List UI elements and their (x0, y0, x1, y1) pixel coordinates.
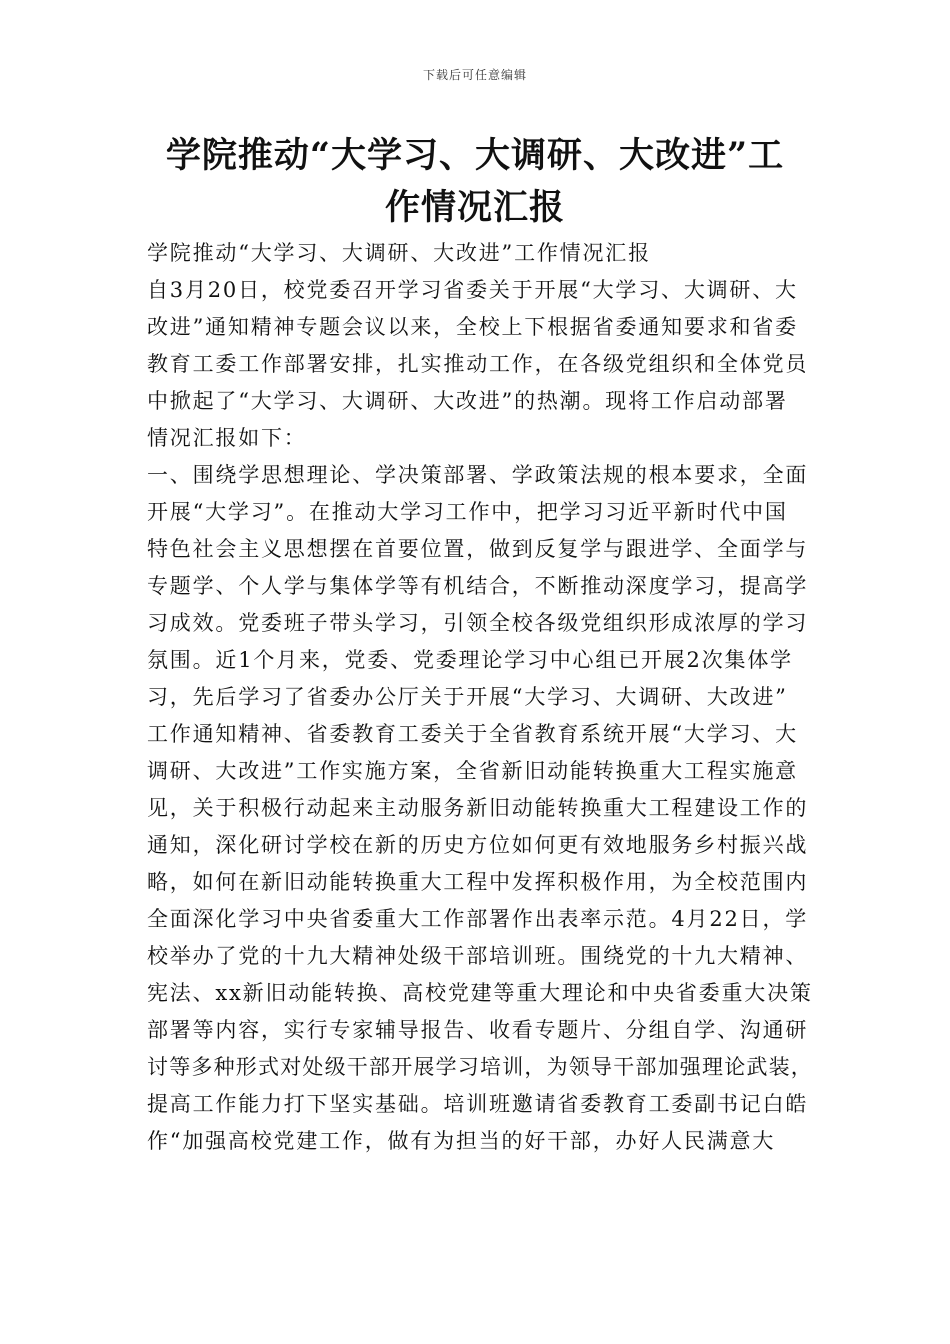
body-line: 特色社会主义思想摆在首要位置，做到反复学与跟进学、全面学与 (147, 537, 809, 561)
body-line: 部署等内容，实行专家辅导报告、收看专题片、分组自学、沟通研 (147, 1018, 809, 1042)
body-line: 一、围绕学思想理论、学决策部署、学政策法规的根本要求，全面 (147, 463, 809, 487)
body-line: 略，如何在新旧动能转换重大工程中发挥积极作用，为全校范围内 (147, 870, 809, 894)
body-line: 自3月20日，校党委召开学习省委关于开展“大学习、大调研、大 (147, 278, 798, 302)
body-text (147, 235, 817, 1160)
body-line: 习成效。党委班子带头学习，引领全校各级党组织形成浓厚的学习 (147, 611, 809, 635)
body-line: 校举办了党的十九大精神处级干部培训班。围绕党的十九大精神、 (147, 944, 809, 968)
body-line: 教育工委工作部署安排，扎实推动工作，在各级党组织和全体党员 (147, 352, 809, 376)
body-line: 情况汇报如下： (147, 426, 307, 450)
body-line: 宪法、xx新旧动能转换、高校党建等重大理论和中央省委重大决策 (147, 981, 813, 1005)
body-line: 通知，深化研讨学校在新的历史方位如何更有效地服务乡村振兴战 (147, 833, 809, 857)
body-line: 中掀起了“大学习、大调研、大改进”的热潮。现将工作启动部署 (147, 389, 788, 413)
body-line: 讨等多种形式对处级干部开展学习培训，为领导干部加强理论武装， (147, 1055, 813, 1079)
body-line: 学院推动“大学习、大调研、大改进”工作情况汇报 (147, 241, 651, 265)
document-title (140, 130, 810, 234)
body-line: 调研、大改进”工作实施方案，全省新旧动能转换重大工程实施意 (147, 759, 798, 783)
body-line: 工作通知精神、省委教育工委关于全省教育系统开展“大学习、大 (147, 722, 798, 746)
title-line: 学院推动“大学习、大调研、大改进”工 (165, 135, 785, 176)
body-line: 见，关于积极行动起来主动服务新旧动能转换重大工程建设工作的 (147, 796, 809, 820)
body-line: 提高工作能力打下坚实基础。培训班邀请省委教育工委副书记白皓 (147, 1092, 809, 1116)
body-line: 全面深化学习中央省委重大工作部署作出表率示范。4月22日，学 (147, 907, 809, 931)
body-line: 作“加强高校党建工作，做有为担当的好干部，办好人民满意大 (147, 1129, 776, 1153)
body-line: 专题学、个人学与集体学等有机结合，不断推动深度学习，提高学 (147, 574, 809, 598)
body-line: 改进”通知精神专题会议以来，全校上下根据省委通知要求和省委 (147, 315, 798, 339)
body-line: 习，先后学习了省委办公厅关于开展“大学习、大调研、大改进” (147, 685, 788, 709)
body-line: 开展“大学习”。在推动大学习工作中，把学习习近平新时代中国 (147, 500, 788, 524)
title-line: 作情况汇报 (384, 187, 565, 228)
header-note: 下载后可任意编辑 (422, 68, 527, 82)
body-line: 氛围。近1个月来，党委、党委理论学习中心组已开展2次集体学 (147, 648, 793, 672)
